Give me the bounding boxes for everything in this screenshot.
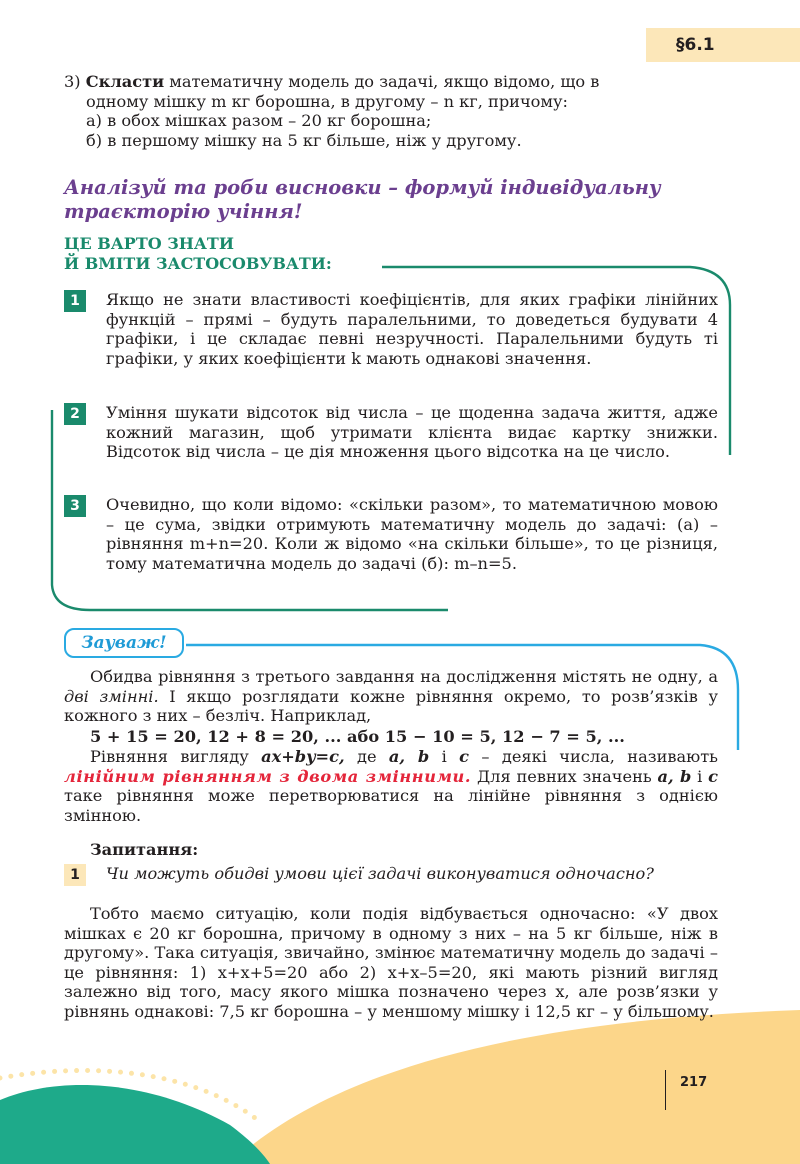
questions-heading: Запитання:	[90, 840, 199, 859]
question-number: 1	[64, 864, 86, 886]
text-run: Рівняння вигляду	[90, 747, 262, 766]
text-run-italic: дві змінні.	[64, 686, 159, 706]
know-heading-line-1: ЦЕ ВАРТО ЗНАТИ	[64, 234, 234, 253]
know-item-number: 2	[64, 403, 86, 425]
task-line-2: одному мішку m кг борошна, в другому – n кг, причому:	[86, 91, 568, 111]
page-number: 217	[680, 1075, 708, 1090]
text-run: і	[429, 747, 460, 766]
note-paragraph-2	[64, 747, 718, 825]
task-line-3: а) в обох мішках разом – 20 кг борошна;	[86, 111, 432, 131]
know-item-number: 1	[64, 290, 86, 312]
know-item-text: Очевидно, що коли відомо: «скільки разом», то математичною мовою – це сума, звідки отримують математичну модель до задачі: (а) – рівняння m+n=20. Коли ж відомо «на скільки більше», то це різниця, тому математична модель до задачі (б): m–n=5.	[106, 495, 718, 573]
know-item-number: 3	[64, 495, 86, 517]
section-tab: §6.1	[646, 28, 800, 62]
text-run: де	[344, 747, 389, 766]
text-run: Обидва рівняння з третього завдання на дослідження містять не одну, а	[90, 667, 718, 686]
highlight-term: лінійним рівнянням з двома змінними.	[64, 766, 472, 786]
know-item-text: Уміння шукати відсоток від числа – це щоденна задача життя, адже кожний магазин, щоб утримати клієнта видає картку знижки. Відсоток від числа – це дія множення цього відсотка на це число.	[106, 403, 718, 462]
analyze-heading: Аналізуй та роби висновки – формуй індивідуальну траєкторію учіння!	[64, 176, 661, 223]
question-text: Чи можуть обидві умови цієї задачі виконуватися одночасно?	[106, 864, 654, 883]
variables: a, b	[388, 747, 430, 766]
variable: c	[459, 747, 470, 766]
task-verb: Скласти	[85, 72, 165, 91]
text-run: – деякі числа, називають	[469, 747, 718, 766]
know-heading	[64, 234, 332, 274]
note-label: Зауваж!	[64, 628, 184, 658]
variable: c	[708, 766, 719, 786]
text-run: і	[691, 766, 709, 786]
know-item-text: Якщо не знати властивості коефіцієнтів, для яких графіки лінійних функцій – прямі – будуть паралельними, то доведеться будувати 4 графіки, і це складає певні незручності. Паралельними будуть ті графіки, у яких коефіцієнти k мають однакові значення.	[106, 290, 718, 368]
task-3	[64, 72, 734, 150]
teal-wave-shape	[0, 1085, 270, 1164]
note-paragraph-1	[64, 667, 718, 726]
text-run: І якщо розглядати кожне рівняння окремо, то розв’язків у кожного з них – безліч. Наприклад,	[64, 686, 718, 726]
text-run: Для певних значень	[471, 766, 658, 786]
text-run: таке рівняння може перетворюватися на лінійне рівняння з однією змінною.	[64, 786, 718, 825]
task-line-4: б) в першому мішку на 5 кг більше, ніж у другому.	[86, 130, 522, 150]
task-line-1: математичну модель до задачі, якщо відомо, що в	[164, 72, 600, 91]
answer-paragraph: Тобто маємо ситуацію, коли подія відбувається одночасно: «У двох мішках є 20 кг борошна, причому в одному з них – на 5 кг більше, ніж в другому». Така ситуація, звичайно, змінює математичну модель до задачі – це рівняння: 1) x+x+5=20 або 2) x+x–5=20, які мають різний вигляд залежно від того, масу якого мішка позначено через x, але розв’язки у рівнянь однакові: 7,5 кг борошна – у меншому мішку і 12,5 кг – у більшому.	[64, 904, 718, 1021]
task-number: 3)	[64, 72, 86, 91]
note-example: 5 + 15 = 20, 12 + 8 = 20, ... або 15 − 10 = 5, 12 − 7 = 5, ...	[90, 727, 625, 746]
equation: ax+by=c,	[261, 747, 345, 766]
know-heading-line-2: Й ВМІТИ ЗАСТОСОВУВАТИ:	[64, 254, 332, 273]
peach-wave-shape	[230, 1010, 800, 1164]
page-number-divider	[665, 1070, 666, 1110]
variables: a, b	[657, 766, 692, 786]
